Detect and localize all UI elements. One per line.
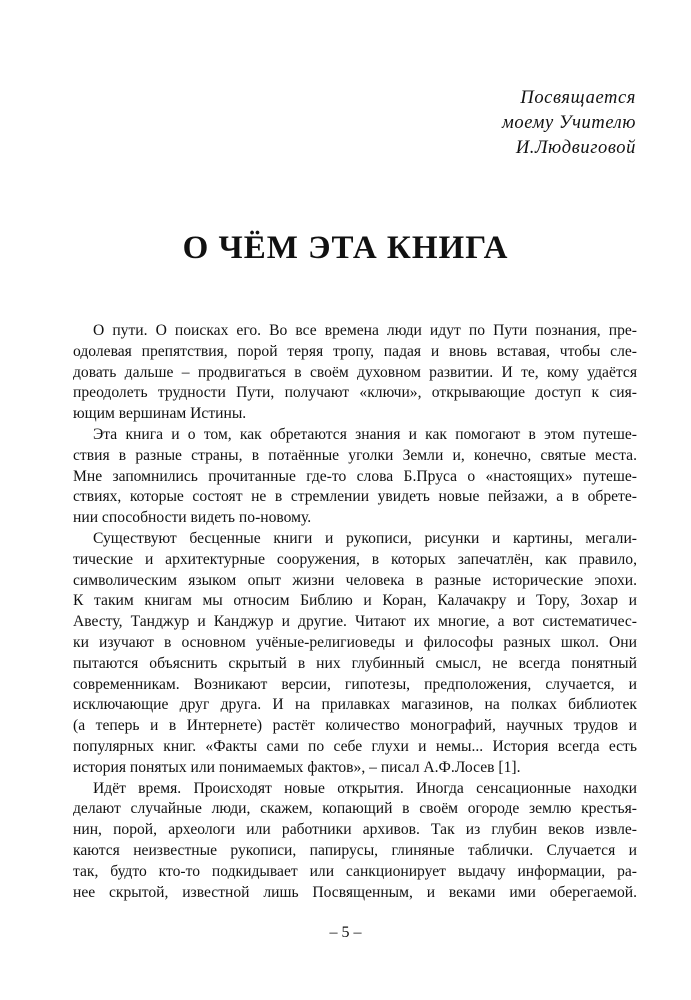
- paragraph-1: [73, 321, 637, 425]
- dedication: [502, 86, 636, 161]
- text-line: тические и архитектурные сооружения, в которых запечатлён, как правило,: [73, 550, 637, 568]
- body-text: [73, 321, 637, 903]
- paragraph-4: [73, 779, 637, 904]
- text-line: история понятых или понимаемых фактов», – писал А.Ф.Лосев [1].: [73, 758, 521, 776]
- text-line: одолевая препятствия, порой теряя тропу, падая и вновь вставая, чтобы сле-: [73, 342, 637, 360]
- text-line: Эта книга и о том, как обретаются знания и как помогают в этом путеше-: [93, 425, 637, 443]
- text-line: ки изучают в основном учёные-религиоведы и философы разных школ. Они: [73, 633, 637, 651]
- text-line: символическим языком опыт жизни человека в разные исторические эпохи.: [73, 571, 637, 589]
- text-line: популярных книг. «Факты сами по себе глухи и немы... История всегда есть: [73, 737, 637, 755]
- text-line: нин, порой, археологи или работники архивов. Так из глубин веков извле-: [73, 821, 637, 839]
- text-line: Идёт время. Происходят новые открытия. Иногда сенсационные находки: [93, 779, 637, 797]
- text-line: ствия в разные страны, в потаённые уголки Земли и, конечно, святые места.: [73, 446, 637, 464]
- text-line: Существуют бесценные книги и рукописи, рисунки и картины, мегали-: [93, 529, 637, 547]
- text-line: современникам. Возникают версии, гипотезы, предположения, случается, и: [73, 675, 637, 693]
- dedication-line: Посвящается: [520, 88, 636, 108]
- paragraph-2: [73, 425, 637, 529]
- text-line: исключающие друг друга. И на прилавках магазинов, на полках библиотек: [73, 696, 637, 714]
- text-line: делают случайные люди, скажем, копающий в своём огороде землю крестья-: [73, 800, 637, 818]
- text-line: каются неизвестные рукописи, папирусы, глиняные таблички. Случается и: [73, 841, 637, 859]
- text-line: довать дальше – продвигаться в своём духовном развитии. И те, кому удаётся: [73, 363, 637, 381]
- dedication-line: моему Учителю: [502, 113, 636, 133]
- page-number: – 5 –: [329, 924, 362, 941]
- text-line: О пути. О поисках его. Во все времена люди идут по Пути познания, пре-: [93, 322, 637, 339]
- paragraph-3: [73, 529, 637, 779]
- text-line: нее скрытой, известной лишь Посвященным, и веками ими оберегаемой.: [73, 883, 637, 901]
- text-line: так, будто кто-то подкидывает или санкционирует выдачу информации, ра-: [73, 862, 637, 880]
- text-line: Авесту, Танджур и Канджур и другие. Читают их многие, а вот систематичес-: [73, 613, 637, 631]
- text-line: Мне запомнились прочитанные где-то слова Б.Пруса о «настоящих» путеше-: [73, 467, 637, 485]
- text-line: ствиях, которые состоят не в стремлении увидеть новые пейзажи, а в обрете-: [73, 488, 637, 506]
- text-line: преодолеть трудности Пути, получают «ключи», открывающие доступ к сия-: [73, 384, 637, 402]
- text-line: пытаются объяснить скрытый в них глубинный смысл, не всегда понятный: [73, 654, 637, 672]
- text-line: К таким книгам мы относим Библию и Коран, Калачакру и Тору, Зохар и: [73, 592, 637, 610]
- chapter-title: О ЧЁМ ЭТА КНИГА: [182, 230, 509, 266]
- text-line: ющим вершинам Истины.: [73, 405, 247, 423]
- text-line: (а теперь и в Интернете) растёт количество монографий, научных трудов и: [73, 717, 637, 735]
- text-line: нии способности видеть по-новому.: [73, 509, 312, 527]
- dedication-line: И.Людвиговой: [515, 138, 636, 158]
